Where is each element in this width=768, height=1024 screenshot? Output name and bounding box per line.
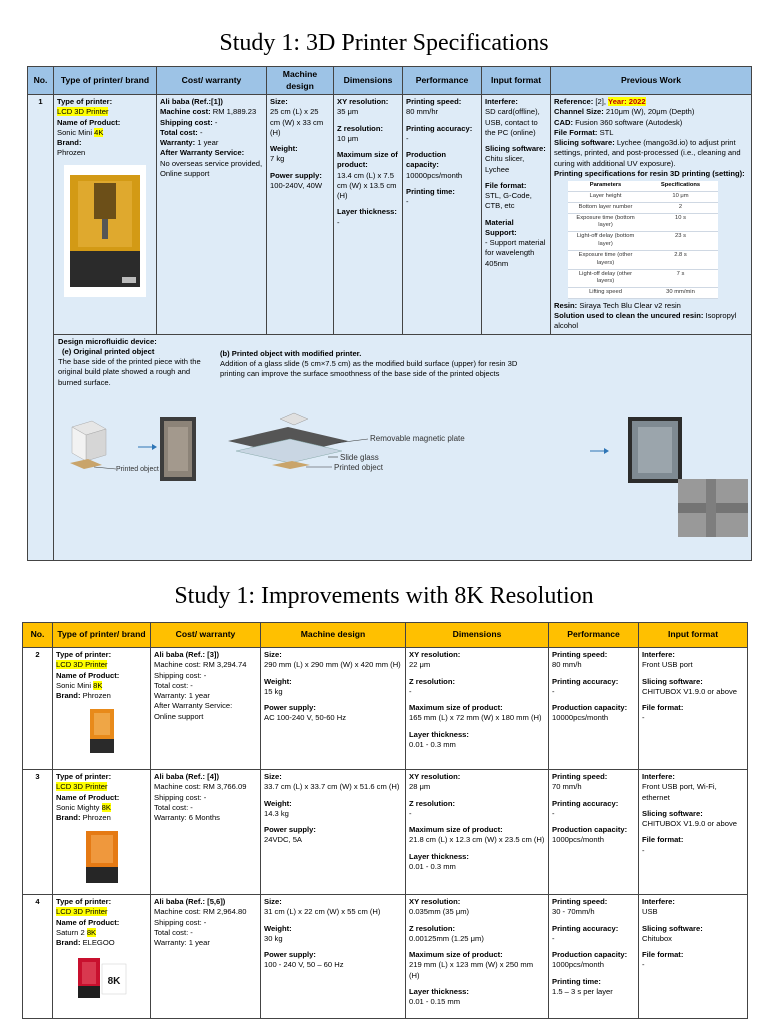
table-row [23, 648, 748, 770]
design-cell [261, 770, 406, 895]
capacity-label: Production capacity: [552, 950, 628, 959]
warranty-label: Warranty: [160, 138, 196, 148]
reference-value: [2], [593, 97, 609, 107]
total-label: Total cost: [160, 127, 198, 137]
setting-value: 2 [643, 202, 718, 213]
col-header-cost: Cost/ warranty [157, 67, 267, 95]
printer-image [84, 707, 120, 755]
speed-label: Printing speed: [406, 97, 462, 107]
product-label: Name of Product: [56, 792, 120, 802]
z-label: Z resolution: [409, 923, 455, 933]
cost-source: Ali baba (Ref.: [5,6]) [154, 897, 226, 906]
xy-label: XY resolution: [337, 97, 389, 107]
software-label: Slicing software: [554, 138, 615, 148]
spec-table [27, 66, 752, 561]
software-value: Lychee (mango3d.io) to adjust print settings, printed, and post-processed (i.e., cleaning and curing with additional UV exposure). [554, 138, 741, 168]
max-value: 219 mm (L) x 123 mm (W) x 250 mm (H) [409, 960, 534, 980]
interface-value: Front USB port [642, 660, 693, 670]
capacity-value: 10000pcs/month [406, 170, 463, 180]
cad-label: CAD: [554, 117, 573, 127]
product-res: 4K [94, 127, 104, 137]
time-label: Printing time: [406, 186, 455, 196]
type-label: Type of printer: [57, 97, 113, 107]
dimensions-cell [406, 770, 549, 895]
product-value: Saturn 2 [56, 927, 87, 937]
type-label: Type of printer: [56, 897, 112, 906]
col-header-no: No. [28, 67, 54, 95]
header-row-2 [23, 623, 748, 648]
settings-header-parameters: Parameters [568, 181, 643, 191]
settings-row [568, 192, 718, 203]
layer-label: Layer thickness: [409, 729, 469, 739]
setting-param: Layer height [568, 192, 643, 203]
slicing-label: Slicing software: [642, 676, 703, 686]
slicing-value: Chitubox [642, 933, 672, 943]
setting-value: 10 μm [643, 192, 718, 203]
file-value: STL, G-Code, CTB, etc [485, 191, 532, 211]
micro-title: Design microfluidic device: [58, 336, 157, 346]
layer-label: Layer thickness: [409, 851, 469, 861]
weight-value: 15 kg [264, 686, 283, 696]
type-value: LCD 3D Printer [56, 782, 108, 792]
input-cell [482, 95, 551, 335]
slicing-label: Slicing software: [642, 808, 703, 818]
machine-cost-value: RM 1,889.23 [210, 107, 257, 117]
size-value: 25 cm (L) x 25 cm (W) x 33 cm (H) [270, 107, 324, 137]
xy-label: XY resolution: [409, 772, 461, 781]
max-label: Maximum size of product: [409, 703, 503, 712]
time-label: Printing time: [552, 976, 601, 986]
settings-row [568, 288, 718, 299]
total-cost: Total cost: - [154, 680, 193, 690]
study2-title: Study 1: Improvements with 8K Resolution [174, 583, 594, 609]
speed-label: Printing speed: [552, 897, 608, 906]
weight-label: Weight: [264, 676, 292, 686]
setting-param: Exposure time (bottom layer) [568, 213, 643, 232]
performance-cell [549, 895, 639, 1019]
cost-cell [151, 648, 261, 770]
speed-value: 70 mm/h [552, 782, 582, 792]
product-res: 8K [86, 927, 97, 937]
power-value: 100-240V, 40W [270, 180, 323, 190]
print-settings-table [568, 181, 718, 299]
brand-value: Phrozen [80, 813, 111, 822]
z-label: Z resolution: [337, 123, 383, 133]
z-value: - [409, 808, 412, 818]
interface-label: Interfere: [485, 97, 518, 107]
header-row [28, 67, 752, 95]
layer-value: 0.01 - 0.3 mm [409, 861, 456, 871]
input-cell [639, 648, 748, 770]
microfluidic-cell [54, 334, 752, 560]
row-number: 4 [23, 895, 53, 1019]
type-cell [53, 895, 151, 1019]
channel-value: 210μm (W), 20μm (Depth) [603, 107, 695, 117]
material-label: Material Support: [485, 217, 517, 237]
machine-cost-label: Machine cost: [160, 107, 211, 117]
power-value: AC 100-240 V, 50-60 Hz [264, 713, 347, 723]
original-surface-photo [160, 417, 196, 481]
type-cell [53, 770, 151, 895]
file-value: - [642, 713, 645, 723]
settings-header-specifications: Specifications [643, 181, 718, 191]
file-label: File format: [642, 950, 684, 959]
cost-cell [157, 95, 267, 335]
xy-label: XY resolution: [409, 897, 461, 906]
max-value: 165 mm (L) x 72 mm (W) x 180 mm (H) [409, 713, 542, 723]
setting-value: 30 mm/min [643, 288, 718, 299]
machine-cost: Machine cost: RM 3,294.74 [154, 660, 247, 670]
col2-header-no: No. [23, 623, 53, 648]
type-cell [54, 95, 157, 335]
magnetic-plate-label: Removable magnetic plate [370, 433, 465, 443]
slicing-label: Slicing software: [485, 144, 546, 154]
material-value: - Support material for wavelength 405nm [485, 238, 546, 268]
settings-row [568, 250, 718, 269]
weight-value: 14.3 kg [264, 808, 289, 818]
product-label: Name of Product: [57, 117, 121, 127]
performance-cell [403, 95, 482, 335]
setting-param: Bottom layer number [568, 202, 643, 213]
time-value: 1.5 – 3 s per layer [552, 986, 613, 996]
type-label: Type of printer: [56, 650, 112, 659]
product-res: 8K [93, 680, 103, 690]
file-label: File format: [642, 835, 684, 845]
settings-row [568, 213, 718, 232]
xy-value: 28 μm [409, 782, 431, 792]
interface-value: Front USB port, Wi-Fi, ethernet [642, 782, 717, 802]
setting-param: Lifting speed [568, 288, 643, 299]
layer-value: 0.01 - 0.3 mm [409, 739, 456, 749]
input-cell [639, 770, 748, 895]
capacity-value: 1000pcs/month [552, 835, 604, 845]
year-badge: Year: 2022 [608, 97, 646, 107]
max-value: 13.4 cm (L) x 7.5 cm (W) x 13.5 cm (H) [337, 170, 397, 201]
capacity-label: Production capacity: [406, 150, 447, 170]
improvements-table [22, 622, 748, 1019]
shipping-value: - [212, 117, 218, 127]
capacity-label: Production capacity: [552, 825, 628, 834]
col-header-input: Input format [482, 67, 551, 95]
design-cell [261, 648, 406, 770]
badge-8k-text: 8K [107, 976, 120, 988]
z-label: Z resolution: [409, 676, 455, 686]
product-value: Sonic Mighty [56, 802, 102, 812]
slicing-value: CHITUBOX V1.9.0 or above [642, 819, 737, 828]
spec-label: Printing specifications for resin 3D printing (setting): [554, 168, 745, 178]
file-value: - [642, 960, 645, 970]
dimensions-cell [406, 648, 549, 770]
design-cell [267, 95, 334, 335]
z-value: 0.00125mm (1.25 μm) [409, 933, 484, 943]
weight-label: Weight: [264, 798, 292, 808]
row-number: 1 [28, 95, 54, 561]
cost-source: Ali baba (Ref.:[1]) [160, 97, 223, 107]
printer-image [64, 165, 146, 297]
solution-value: Isopropyl alcohol [554, 311, 737, 331]
slide-glass-label: Slide glass [340, 452, 379, 462]
xy-value: 35 μm [337, 107, 359, 117]
performance-cell [549, 648, 639, 770]
col-header-performance: Performance [403, 67, 482, 95]
slicing-value: Chitu slicer, Lychee [485, 154, 525, 174]
type-cell [53, 648, 151, 770]
warranty: Warranty: 1 year [154, 691, 210, 700]
size-value: 290 mm (L) x 290 mm (W) x 420 mm (H) [264, 660, 401, 670]
micro-b-text: Addition of a glass slide (5 cm×7.5 cm) as the modified build surface (upper) for resin 3D printing can improve the surface smoothness of the base side of the printed objects [220, 358, 518, 379]
cost-cell [151, 770, 261, 895]
dimensions-cell [334, 95, 403, 335]
layer-label: Layer thickness: [337, 207, 397, 217]
row-number: 3 [23, 770, 53, 895]
col2-header-performance: Performance [549, 623, 639, 648]
machine-cost: Machine cost: RM 3,766.09 [154, 782, 247, 792]
performance-cell [549, 770, 639, 895]
xy-label: XY resolution: [409, 650, 461, 659]
type-label: Type of printer: [56, 772, 112, 781]
previous-work-cell [551, 95, 752, 335]
speed-label: Printing speed: [552, 650, 608, 659]
product-value: Sonic Mini [57, 127, 95, 137]
accuracy-label: Printing accuracy: [552, 798, 619, 808]
microfluidic-row [28, 334, 752, 560]
capacity-value: 1000pcs/month [552, 960, 604, 970]
size-label: Size: [264, 897, 282, 906]
speed-label: Printing speed: [552, 772, 608, 781]
setting-value: 23 s [643, 232, 718, 251]
design-cell [261, 895, 406, 1019]
total-cost: Total cost: - [154, 802, 193, 812]
machine-cost: Machine cost: RM 2,964.80 [154, 907, 247, 917]
printer-image [74, 954, 130, 1000]
settings-row [568, 202, 718, 213]
table-row [28, 95, 752, 335]
speed-value: 30 - 70mm/h [552, 907, 595, 917]
size-label: Size: [264, 650, 282, 659]
col-header-dimensions: Dimensions [334, 67, 403, 95]
max-label: Maximum size of product: [409, 825, 503, 834]
setting-value: 2.8 s [643, 250, 718, 269]
after-warranty-value: Online support [154, 711, 204, 721]
brand-value: Phrozen [57, 148, 86, 158]
type-value: LCD 3D Printer [57, 107, 109, 117]
size-value: 33.7 cm (L) x 33.7 cm (W) x 51.6 cm (H) [264, 782, 400, 792]
reference-label: Reference: [554, 97, 594, 107]
resin-value: Siraya Tech Blu Clear v2 resin [577, 300, 681, 310]
printer-image [80, 829, 124, 885]
col2-header-input: Input format [639, 623, 748, 648]
shipping-cost: Shipping cost: - [154, 917, 207, 927]
setting-param: Exposure time (other layers) [568, 250, 643, 269]
modified-surface-photo [628, 417, 682, 483]
z-label: Z resolution: [409, 798, 455, 808]
power-label: Power supply: [264, 825, 316, 834]
speed-value: 80 mm/hr [406, 107, 439, 117]
layer-label: Layer thickness: [409, 986, 469, 996]
power-value: 100 - 240 V, 50 – 60 Hz [264, 960, 344, 970]
power-value: 24VDC, 5A [264, 835, 302, 845]
col2-header-cost: Cost/ warranty [151, 623, 261, 648]
interface-label: Interfere: [642, 897, 675, 906]
speed-value: 80 mm/h [552, 660, 582, 670]
layer-value: - [337, 217, 340, 227]
channel-label: Channel Size: [554, 107, 604, 117]
cost-source: Ali baba (Ref.: [4]) [154, 772, 219, 781]
table-row [23, 895, 748, 1019]
total-cost: Total cost: - [154, 927, 193, 937]
accuracy-value: - [406, 133, 409, 143]
warranty: Warranty: 6 Months [154, 813, 220, 822]
modified-object-diagram [218, 405, 468, 487]
weight-label: Weight: [270, 144, 298, 154]
power-label: Power supply: [264, 950, 316, 959]
after-warranty-label: After Warranty Service: [160, 148, 245, 158]
brand-label: Brand: [57, 138, 82, 148]
accuracy-value: - [552, 808, 555, 818]
size-label: Size: [270, 97, 288, 107]
printed-object-label-b: Printed object [334, 462, 383, 472]
type-value: LCD 3D Printer [56, 660, 108, 670]
col2-header-dimensions: Dimensions [406, 623, 549, 648]
xy-value: 22 μm [409, 660, 431, 670]
capacity-value: 10000pcs/month [552, 713, 609, 723]
after-warranty-label: After Warranty Service: [154, 701, 233, 711]
input-cell [639, 895, 748, 1019]
micro-a-text: The base side of the printed piece with the original build plate showed a rough and burned surface. [58, 357, 201, 387]
settings-row [568, 232, 718, 251]
resin-label: Resin: [554, 300, 578, 310]
col-header-type: Type of printer/ brand [54, 67, 157, 95]
accuracy-value: - [552, 933, 555, 943]
file-label: File format: [642, 703, 684, 712]
row-number: 2 [23, 648, 53, 770]
accuracy-label: Printing accuracy: [552, 676, 619, 686]
shipping-label: Shipping cost: [160, 117, 213, 127]
setting-param: Light-off delay (bottom layer) [568, 232, 643, 251]
file-format-value: STL [597, 127, 614, 137]
product-res: 8K [101, 802, 111, 812]
setting-value: 10 s [643, 213, 718, 232]
accuracy-value: - [552, 686, 555, 696]
settings-row [568, 269, 718, 288]
weight-value: 7 kg [270, 154, 285, 164]
setting-param: Light-off delay (other layers) [568, 269, 643, 288]
dimensions-cell [406, 895, 549, 1019]
brand-label: Brand: [56, 813, 81, 822]
slicing-label: Slicing software: [642, 923, 703, 933]
col-header-previous: Previous Work [551, 67, 752, 95]
micro-a-title: (e) Original printed object [62, 346, 155, 356]
brand-value: ELEGOO [80, 938, 115, 947]
max-value: 21.8 cm (L) x 12.3 cm (W) x 23.5 cm (H) [409, 835, 545, 845]
total-value: - [197, 127, 203, 137]
max-label: Maximum size of product: [337, 150, 398, 170]
study1-title: Study 1: 3D Printer Specifications [219, 30, 549, 56]
shipping-cost: Shipping cost: - [154, 670, 207, 680]
warranty-value: 1 year [195, 138, 219, 148]
max-label: Maximum size of product: [409, 950, 503, 959]
xy-value: 0.035mm (35 μm) [409, 907, 470, 917]
file-value: - [642, 845, 645, 855]
cost-cell [151, 895, 261, 1019]
power-label: Power supply: [270, 170, 322, 180]
type-value: LCD 3D Printer [56, 907, 108, 917]
cad-value: Fusion 360 software (Autodesk) [572, 117, 683, 127]
table-row [23, 770, 748, 895]
col-header-design: Machine design [267, 67, 334, 95]
brand-value: Phrozen [80, 691, 111, 700]
slicing-value: CHITUBOX V1.9.0 or above [642, 686, 737, 696]
shipping-cost: Shipping cost: - [154, 792, 207, 802]
micro-b-title: (b) Printed object with modified printer. [220, 348, 362, 358]
size-value: 31 cm (L) x 22 cm (W) x 55 cm (H) [264, 907, 381, 917]
z-value: 10 μm [337, 133, 359, 143]
col2-header-design: Machine design [261, 623, 406, 648]
cost-source: Ali baba (Ref.: [3]) [154, 650, 219, 659]
warranty: Warranty: 1 year [154, 938, 210, 947]
capacity-label: Production capacity: [552, 703, 628, 712]
after-warranty-value: No overseas service provided, Online support [160, 158, 263, 178]
brand-label: Brand: [56, 938, 81, 947]
z-value: - [409, 686, 412, 696]
weight-label: Weight: [264, 923, 292, 933]
modified-arrow-photo [458, 435, 618, 485]
col2-header-type: Type of printer/ brand [53, 623, 151, 648]
product-label: Name of Product: [56, 670, 120, 680]
interface-label: Interfere: [642, 650, 675, 659]
product-value: Sonic Mini [56, 680, 94, 690]
file-label: File format: [485, 180, 527, 190]
layer-value: 0.01 - 0.15 mm [409, 997, 461, 1006]
weight-value: 30 kg [264, 933, 283, 943]
interface-label: Interfere: [642, 772, 675, 781]
brand-label: Brand: [56, 691, 81, 700]
interface-value: USB [642, 907, 658, 917]
size-label: Size: [264, 772, 282, 781]
product-label: Name of Product: [56, 917, 120, 927]
interface-value: SD card(offline), USB, contact to the PC (online) [485, 107, 540, 137]
printed-object-label: Printed object [116, 465, 159, 473]
accuracy-label: Printing accuracy: [552, 923, 619, 933]
setting-value: 7 s [643, 269, 718, 288]
accuracy-label: Printing accuracy: [406, 123, 473, 133]
file-format-label: File Format: [554, 127, 598, 137]
power-label: Power supply: [264, 703, 316, 712]
solution-label: Solution used to clean the uncured resin: [554, 311, 704, 321]
time-value: - [406, 197, 409, 207]
